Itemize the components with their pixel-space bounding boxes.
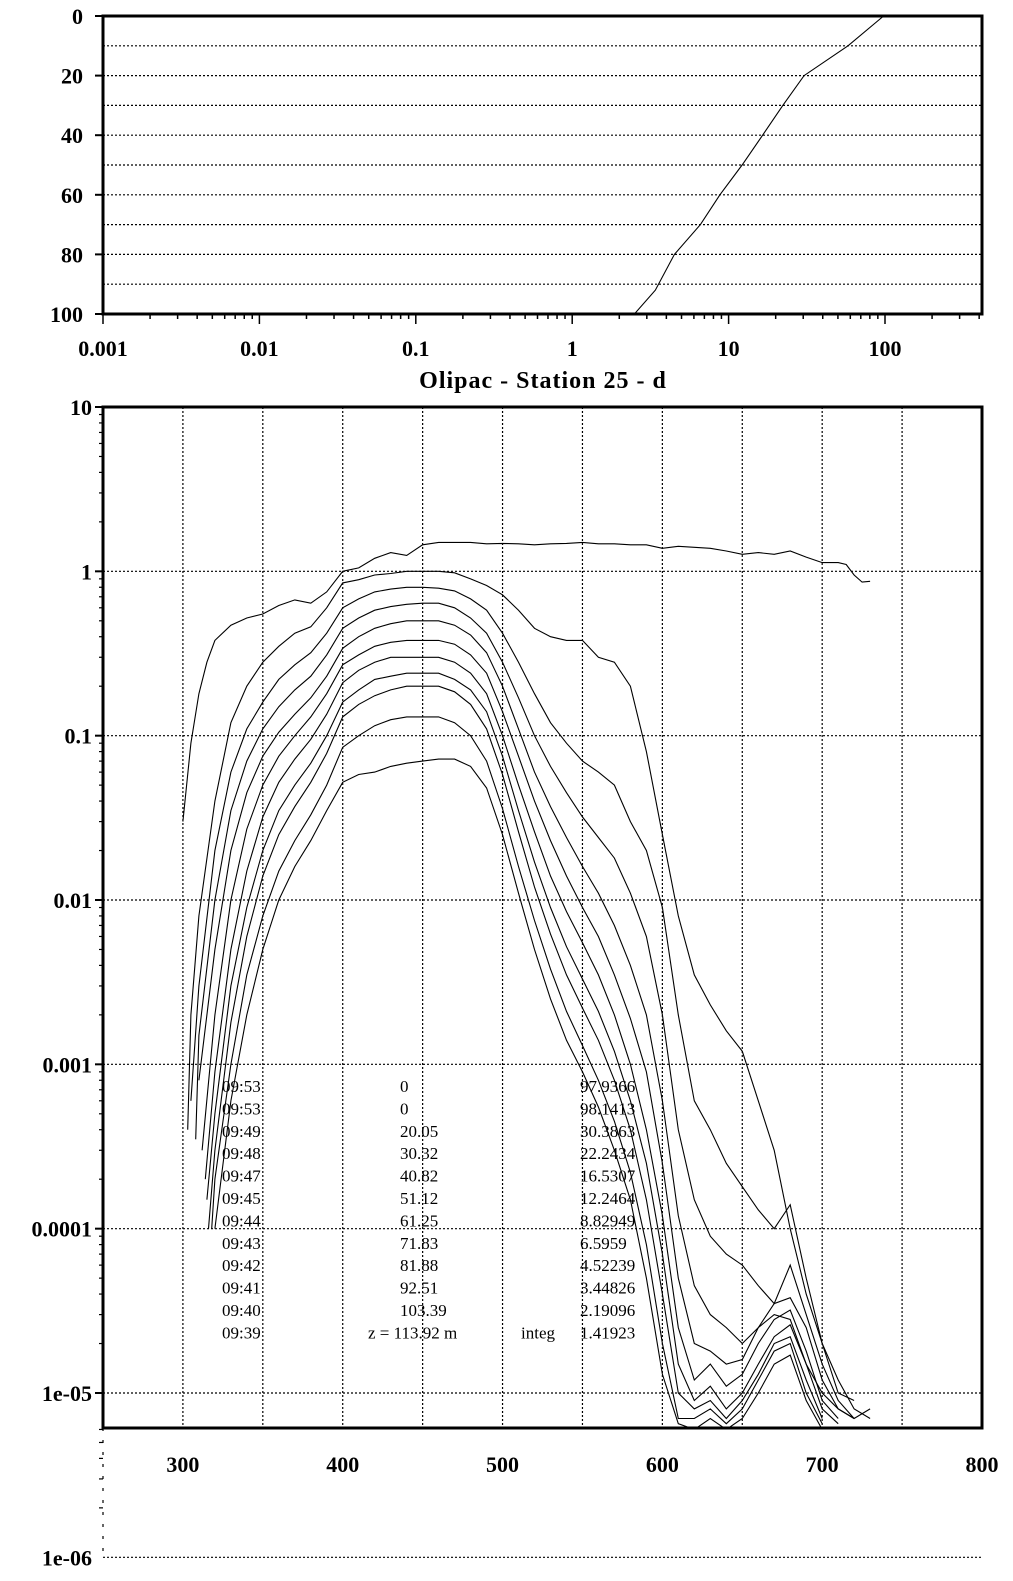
main-y-tick-label: 1e-06 (41, 1545, 92, 1571)
main-x-tick-label: 500 (486, 1452, 520, 1477)
spectrum-line (202, 640, 854, 1418)
table-value-cell: 30.3863 (580, 1121, 636, 1141)
table-time-cell: 09:40 (222, 1301, 261, 1320)
main-x-tick-label: 400 (326, 1452, 360, 1477)
spectrum-line (196, 603, 870, 1418)
table-value-cell: 1.41923 (580, 1323, 636, 1343)
table-value-cell: 8.82949 (580, 1211, 636, 1231)
main-y-tick-label: 1e-05 (41, 1381, 92, 1406)
spectrum-line (212, 717, 823, 1424)
top-x-tick-label: 100 (868, 336, 902, 361)
main-y-tick-label: 0.01 (53, 888, 92, 913)
top-chart-tick-marks (95, 16, 979, 324)
main-y-tick-label: 10 (70, 395, 92, 420)
top-profile-chart (50, 4, 982, 361)
table-value-cell: 22.2434 (580, 1144, 636, 1164)
main-y-tick-label: 0.1 (64, 723, 92, 749)
main-x-tick-label: 300 (166, 1452, 200, 1477)
table-time-cell: 09:53 (222, 1099, 261, 1119)
table-depth-cell: 0 (400, 1099, 409, 1119)
top-y-tick-label: 80 (61, 242, 83, 268)
table-value-cell: 2.19096 (580, 1301, 636, 1320)
table-time-cell: 09:45 (222, 1189, 261, 1208)
spectrum-line (209, 686, 823, 1418)
table-time-cell: 09:39 (222, 1323, 261, 1343)
main-chart-x-tick-labels (166, 1452, 998, 1477)
table-depth-cell: 51.12 (400, 1189, 439, 1208)
table-depth-cell: z = 113.92 m (368, 1323, 458, 1343)
top-y-tick-label: 0 (72, 4, 83, 29)
table-integ-label: integ (521, 1323, 555, 1343)
main-spectra-chart (32, 395, 999, 1570)
spectrum-line (207, 673, 838, 1423)
top-x-tick-label: 0.001 (78, 336, 128, 361)
table-time-cell: 09:49 (222, 1121, 261, 1141)
table-value-cell: 98.1413 (580, 1099, 636, 1119)
spectrum-line (188, 571, 854, 1400)
table-depth-cell: 81.88 (400, 1256, 439, 1276)
main-chart-y-tick-labels (32, 395, 93, 1570)
top-y-tick-label: 60 (61, 182, 83, 208)
main-chart-curves (183, 542, 870, 1429)
main-x-tick-label: 800 (965, 1452, 999, 1477)
top-x-tick-label: 1 (566, 336, 578, 361)
extended-y-axis (99, 1428, 982, 1557)
top-x-tick-label: 0.1 (402, 336, 430, 361)
main-chart-data-table (222, 1077, 636, 1342)
table-value-cell: 4.52239 (580, 1256, 636, 1276)
table-time-cell: 09:43 (222, 1233, 261, 1253)
table-time-cell: 09:42 (222, 1256, 261, 1276)
table-value-cell: 16.5307 (580, 1166, 636, 1186)
table-time-cell: 09:41 (222, 1278, 261, 1298)
main-y-tick-label: 0.0001 (31, 1216, 92, 1242)
table-depth-cell: 20.05 (400, 1121, 439, 1141)
table-time-cell: 09:48 (222, 1144, 261, 1164)
main-x-tick-label: 700 (805, 1452, 839, 1477)
main-y-tick-label: 0.001 (42, 1052, 92, 1078)
top-chart-x-tick-labels (78, 336, 901, 361)
table-depth-cell: 92.51 (400, 1278, 439, 1298)
top-x-tick-label: 10 (717, 336, 740, 361)
top-chart-y-tick-labels (50, 4, 83, 327)
top-y-tick-label: 20 (61, 63, 83, 89)
table-depth-cell: 40.82 (400, 1166, 439, 1186)
table-value-cell: 3.44826 (580, 1278, 636, 1298)
main-y-tick-label: 1 (81, 559, 92, 585)
top-x-tick-label: 0.01 (240, 336, 279, 361)
table-time-cell: 09:44 (222, 1211, 261, 1231)
table-time-cell: 09:47 (222, 1166, 261, 1186)
table-value-cell: 97.9366 (580, 1077, 636, 1096)
spectrum-line (199, 621, 854, 1419)
top-y-tick-label: 40 (61, 123, 83, 149)
spectrum-line (215, 759, 822, 1429)
spectrum-line (205, 657, 838, 1418)
top-y-tick-label: 100 (50, 302, 83, 327)
table-time-cell: 09:53 (222, 1077, 261, 1096)
table-depth-cell: 0 (400, 1077, 409, 1096)
table-value-cell: 6.5959 (580, 1233, 627, 1253)
table-depth-cell: 61.25 (400, 1211, 439, 1231)
top-chart-gridlines (103, 46, 982, 284)
table-value-cell: 12.2464 (580, 1189, 636, 1208)
table-depth-cell: 71.83 (400, 1233, 439, 1253)
table-depth-cell: 103.39 (400, 1301, 447, 1320)
main-x-tick-label: 600 (645, 1452, 679, 1477)
top-chart-frame (103, 16, 982, 314)
spectrum-line (191, 587, 870, 1418)
table-depth-cell: 30.32 (400, 1144, 439, 1164)
chart-title: Olipac - Station 25 - d (419, 368, 667, 394)
